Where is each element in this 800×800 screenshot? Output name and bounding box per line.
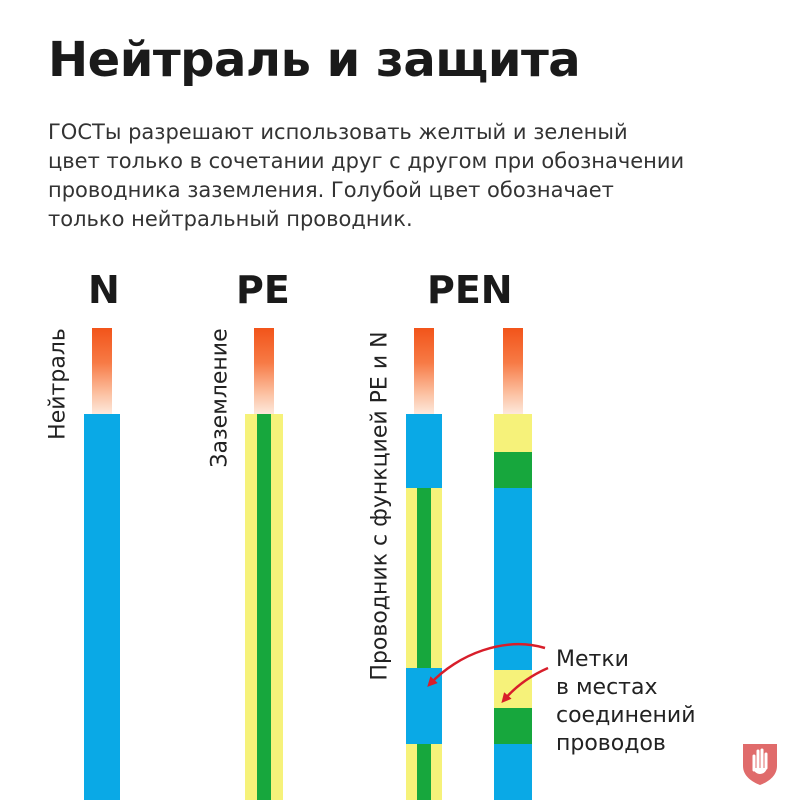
label-pen-conductor: Проводник с функцией PE и N <box>367 331 393 681</box>
heading-pen: PEN <box>427 268 513 312</box>
hand-shield-icon <box>740 740 780 786</box>
marks-note: Метки в местах соединений проводов <box>556 647 696 756</box>
description-text: ГОСТы разрешают использовать желтый и зеленый цвет только в сочетании друг с другом при обозначении проводника заземления. Голубой цвет обозначает только нейтральный проводник. <box>48 120 685 231</box>
label-neutral: Нейтраль <box>45 328 71 440</box>
heading-pe: PE <box>236 268 290 312</box>
page-title: Нейтраль и защита <box>48 32 581 88</box>
label-ground: Заземление <box>207 328 233 468</box>
heading-n: N <box>88 268 120 312</box>
arrow-to-pen2-mark <box>504 668 548 700</box>
